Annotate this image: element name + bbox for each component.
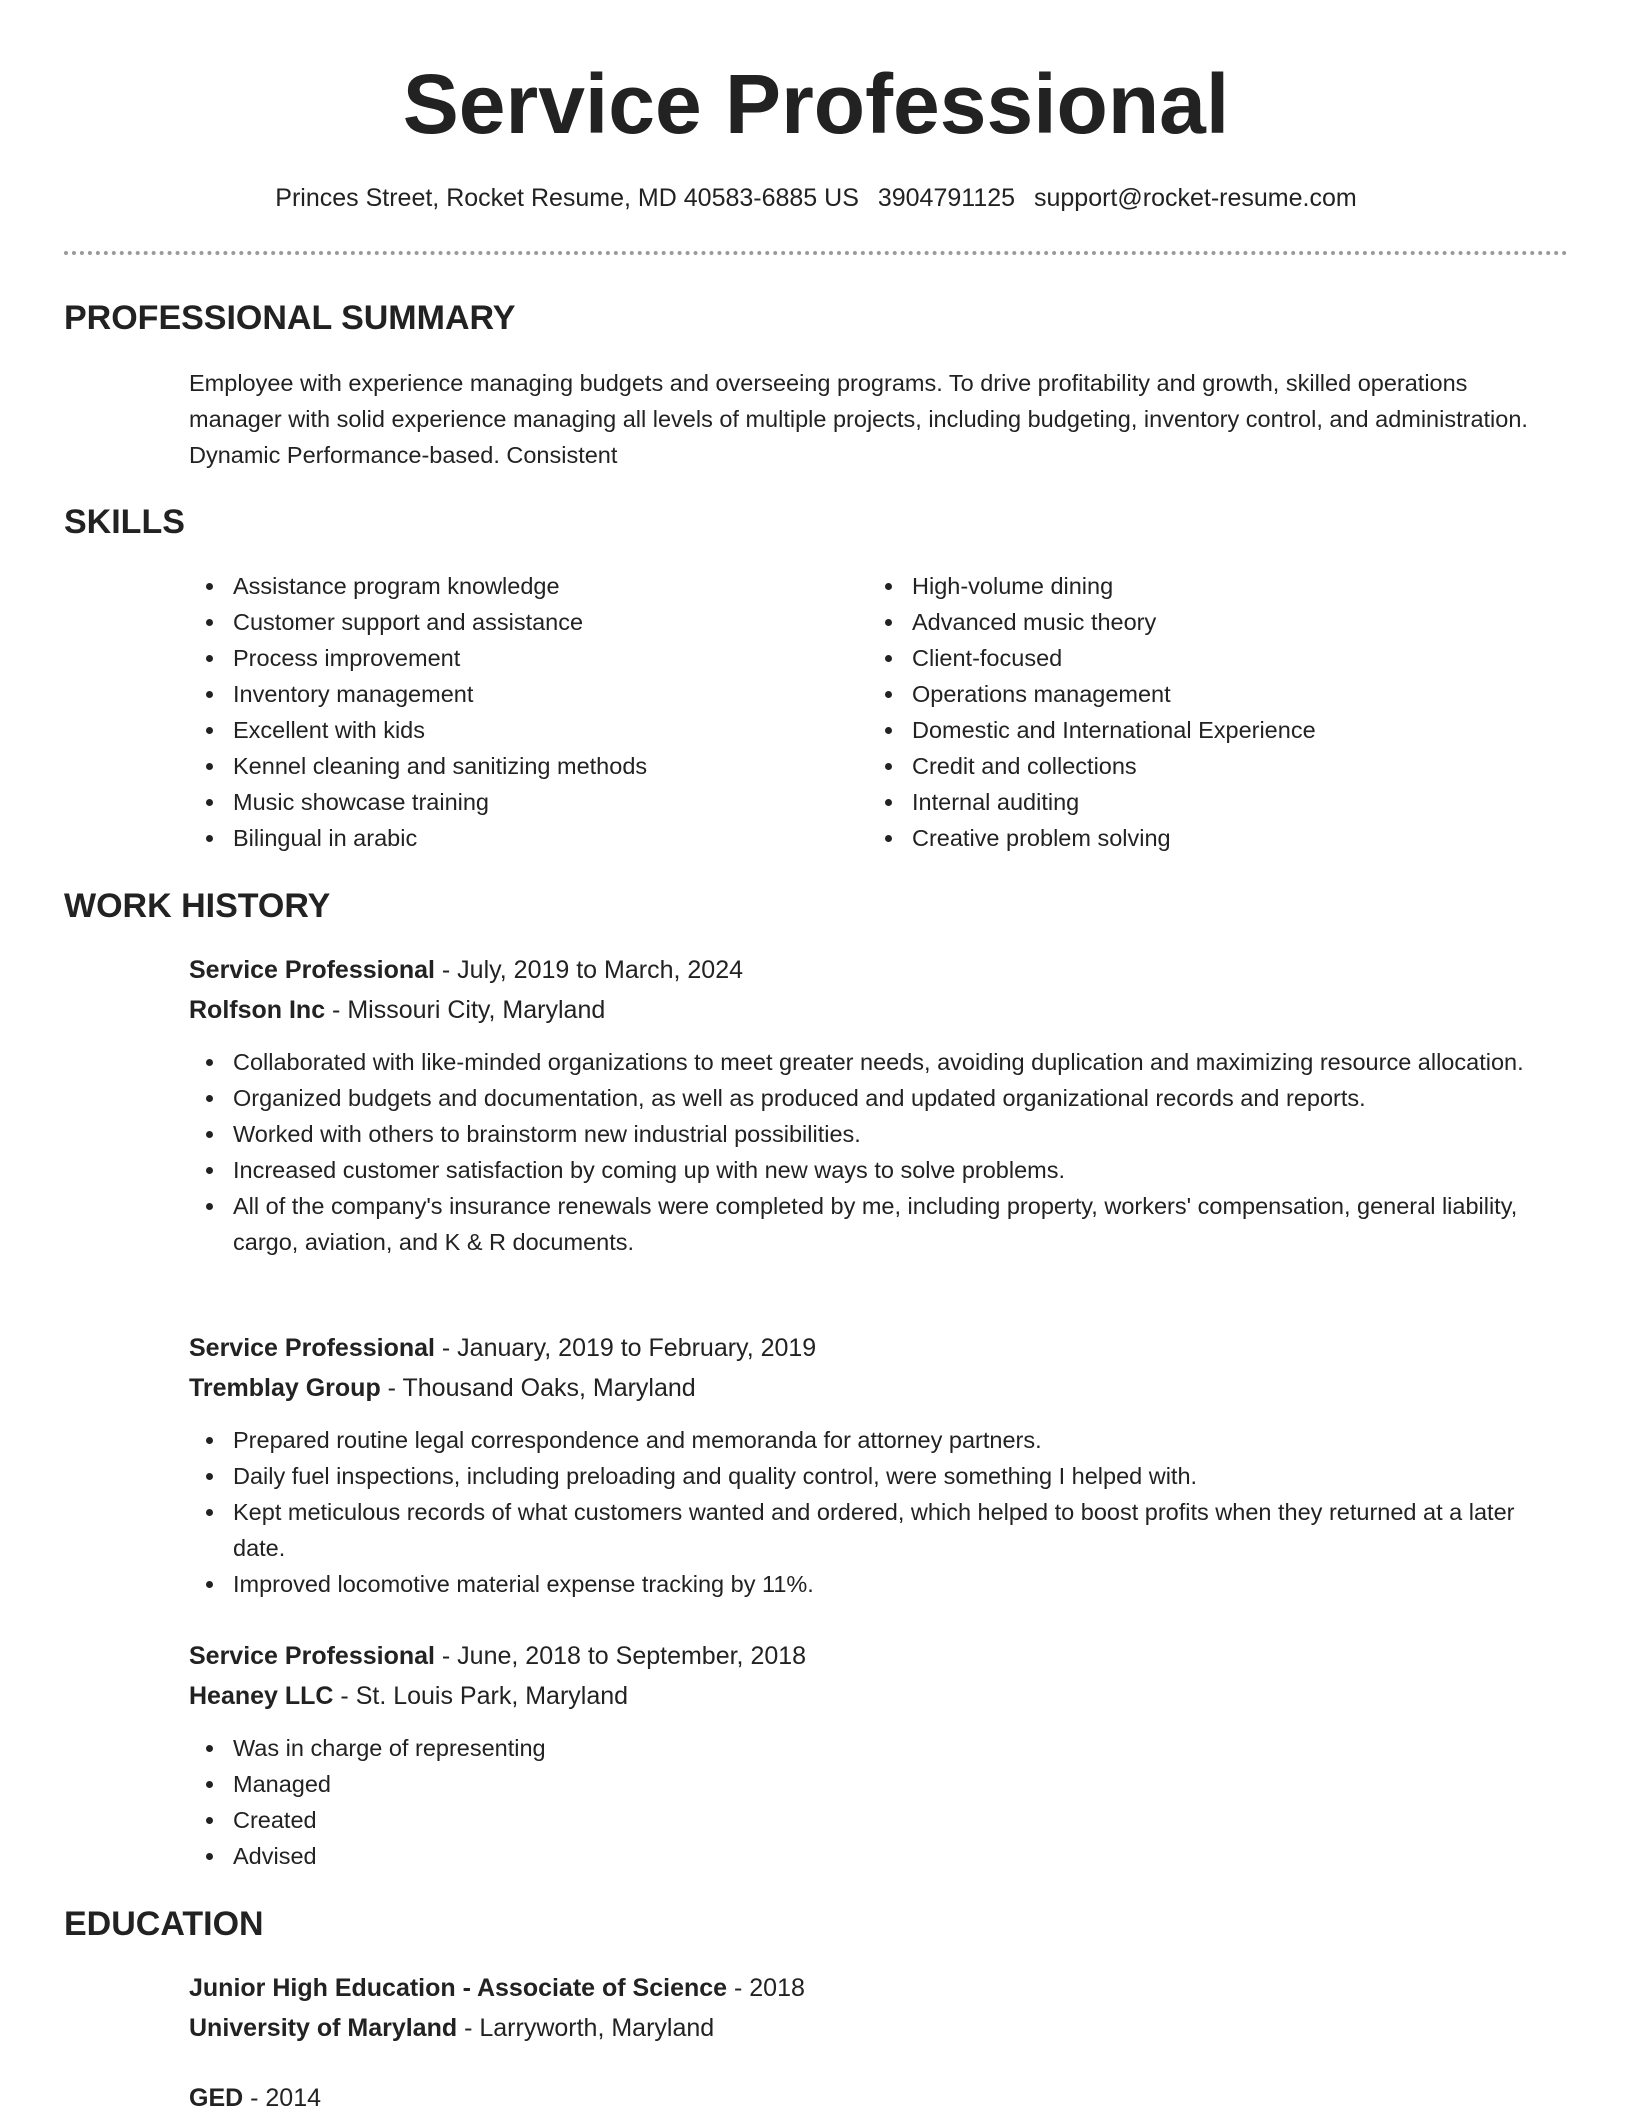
contact-email[interactable]: support@rocket-resume.com bbox=[1033, 184, 1357, 212]
job-bullet: Prepared routine legal correspondence and memoranda for attorney partners. bbox=[189, 1422, 1559, 1458]
job-bullet: Kept meticulous records of what customers wanted and ordered, which helped to boost profits when they returned at a later date. bbox=[189, 1494, 1559, 1566]
education-entry bbox=[189, 1968, 1559, 2048]
job-bullets bbox=[189, 1730, 1559, 1874]
summary-text: Employee with experience managing budgets and overseeing programs. To drive profitability and growth, skilled operations manager with solid experience managing all levels of multiple projects, including budgeting, inventory control, and administration. Dynamic Performance-based. Consistent bbox=[189, 370, 1528, 468]
education-location: - Larryworth, Maryland bbox=[457, 2014, 715, 2042]
job-dates: - January, 2019 to February, 2019 bbox=[434, 1334, 817, 1362]
skill-item: Bilingual in arabic bbox=[189, 820, 829, 856]
education-degree-line bbox=[189, 2078, 1559, 2112]
summary-heading: PROFESSIONAL SUMMARY bbox=[64, 299, 516, 337]
skill-item: Advanced music theory bbox=[868, 604, 1508, 640]
job-location: - Missouri City, Maryland bbox=[325, 996, 606, 1024]
job-bullet: Advised bbox=[189, 1838, 1559, 1874]
skill-item: Inventory management bbox=[189, 676, 829, 712]
job-bullet: All of the company's insurance renewals were completed by me, including property, workers' compensation, general liability, cargo, aviation, and K & R documents. bbox=[189, 1188, 1559, 1260]
education-year: - 2018 bbox=[727, 1974, 805, 2002]
work-history-heading: WORK HISTORY bbox=[64, 887, 331, 925]
skill-item: Excellent with kids bbox=[189, 712, 829, 748]
contact-line bbox=[0, 181, 1632, 215]
job-bullet: Was in charge of representing bbox=[189, 1730, 1559, 1766]
job-location: - St. Louis Park, Maryland bbox=[333, 1682, 629, 1710]
job-title-line bbox=[189, 950, 1559, 990]
job-bullet: Created bbox=[189, 1802, 1559, 1838]
skill-item: Customer support and assistance bbox=[189, 604, 829, 640]
education-year: - 2014 bbox=[243, 2084, 322, 2112]
skill-item: Credit and collections bbox=[868, 748, 1508, 784]
job-dates: - July, 2019 to March, 2024 bbox=[434, 956, 744, 984]
skill-item: Internal auditing bbox=[868, 784, 1508, 820]
job-bullet: Worked with others to brainstorm new industrial possibilities. bbox=[189, 1116, 1559, 1152]
contact-phone: 3904791125 bbox=[877, 184, 1016, 212]
job-dates: - June, 2018 to September, 2018 bbox=[434, 1642, 807, 1670]
education-entry bbox=[189, 2078, 1559, 2112]
job-title: Service Professional bbox=[189, 1334, 435, 1362]
education-degree: Junior High Education - Associate of Science bbox=[189, 1974, 728, 2002]
skill-item: Music showcase training bbox=[189, 784, 829, 820]
education-school: University of Maryland bbox=[189, 2014, 458, 2042]
job-company-line bbox=[189, 990, 1559, 1030]
skill-item: Client-focused bbox=[868, 640, 1508, 676]
job-bullet: Managed bbox=[189, 1766, 1559, 1802]
skill-item: Domestic and International Experience bbox=[868, 712, 1508, 748]
job-entry bbox=[189, 1636, 1559, 1716]
job-company: Tremblay Group bbox=[189, 1374, 381, 1402]
job-bullet: Daily fuel inspections, including preloading and quality control, were something I helped with. bbox=[189, 1458, 1559, 1494]
job-title-line bbox=[189, 1328, 1559, 1368]
header-divider bbox=[64, 251, 1568, 255]
skills-right-column bbox=[868, 568, 1508, 856]
skills-left-column bbox=[189, 568, 829, 856]
job-entry bbox=[189, 1328, 1559, 1408]
job-title: Service Professional bbox=[189, 956, 435, 984]
job-bullets bbox=[189, 1422, 1559, 1602]
job-entry bbox=[189, 950, 1559, 1030]
skill-item: Operations management bbox=[868, 676, 1508, 712]
job-title: Service Professional bbox=[189, 1642, 435, 1670]
job-company-line bbox=[189, 1368, 1559, 1408]
skill-item: Creative problem solving bbox=[868, 820, 1508, 856]
job-company-line bbox=[189, 1676, 1559, 1716]
job-bullet: Collaborated with like-minded organizations to meet greater needs, avoiding duplication and maximizing resource allocation. bbox=[189, 1044, 1559, 1080]
contact-address: Princes Street, Rocket Resume, MD 40583-6885 US bbox=[275, 184, 859, 212]
education-degree: GED bbox=[189, 2084, 244, 2112]
job-company: Rolfson Inc bbox=[189, 996, 326, 1024]
job-bullet: Increased customer satisfaction by coming up with new ways to solve problems. bbox=[189, 1152, 1559, 1188]
job-bullets bbox=[189, 1044, 1559, 1260]
skill-item: High-volume dining bbox=[868, 568, 1508, 604]
education-school-line bbox=[189, 2008, 1559, 2048]
education-heading: EDUCATION bbox=[64, 1905, 264, 1943]
job-title-line bbox=[189, 1636, 1559, 1676]
job-bullet: Organized budgets and documentation, as well as produced and updated organizational records and reports. bbox=[189, 1080, 1559, 1116]
education-degree-line bbox=[189, 1968, 1559, 2008]
skill-item: Process improvement bbox=[189, 640, 829, 676]
job-bullet: Improved locomotive material expense tracking by 11%. bbox=[189, 1566, 1559, 1602]
job-location: - Thousand Oaks, Maryland bbox=[380, 1374, 696, 1402]
skill-item: Kennel cleaning and sanitizing methods bbox=[189, 748, 829, 784]
job-company: Heaney LLC bbox=[189, 1682, 334, 1710]
candidate-name: Service Professional bbox=[402, 57, 1230, 151]
skill-item: Assistance program knowledge bbox=[189, 568, 829, 604]
skills-heading: SKILLS bbox=[64, 503, 185, 541]
